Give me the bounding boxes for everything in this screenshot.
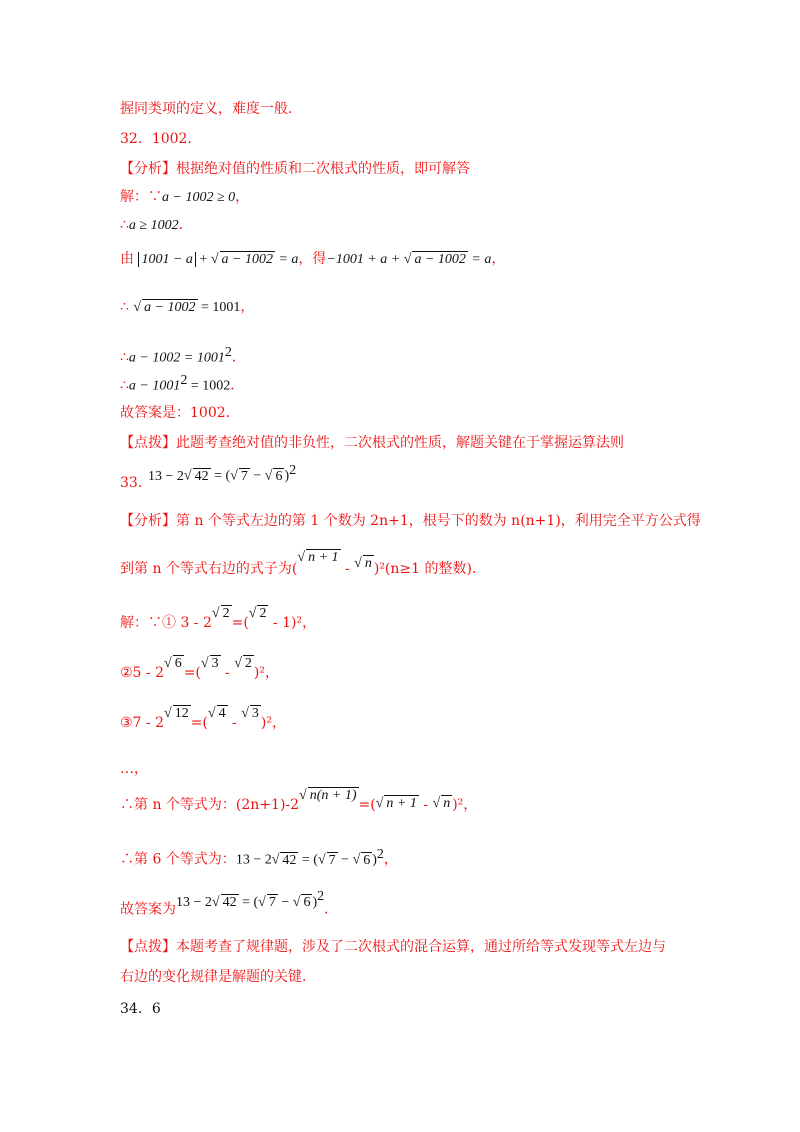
text: = a: [467, 252, 492, 267]
sqrt-icon: √: [258, 894, 266, 910]
exponent: 2: [180, 373, 188, 388]
therefore-symbol: ∴: [120, 299, 129, 315]
text: ③7 - 2: [120, 715, 164, 731]
text: 13 − 2: [235, 852, 272, 868]
solution-line: [120, 606, 317, 633]
analysis-line: [120, 550, 486, 579]
solution-line: [120, 298, 254, 317]
exponent: 2: [289, 463, 297, 478]
therefore-symbol: ∴: [120, 377, 129, 394]
tip-line: 【点拨】本题考查了规律题，涉及了二次根式的混合运算，通过所给等式发现等式左边与: [120, 939, 666, 955]
text: −: [277, 894, 293, 910]
text: ): [312, 894, 318, 910]
text: −: [249, 468, 265, 484]
text: ，: [240, 299, 255, 315]
text: +: [195, 252, 211, 267]
sqrt-icon: √: [271, 852, 280, 868]
text: -: [418, 797, 433, 813]
solution-line: [120, 216, 193, 235]
text: 13 − 2: [148, 468, 184, 484]
text: ．: [230, 377, 245, 394]
radicand: 2: [244, 656, 252, 671]
radicand: 7: [240, 468, 248, 484]
analysis-heading: 【分析】第 n 个等式左边的第 1 个数为 2n+1，根号下的数为 n(n+1)，利用完全平方公式得: [120, 513, 701, 529]
tip-line: 右边的变化规律是解题的关键．: [120, 969, 316, 985]
solution-line: [120, 372, 244, 396]
radicand: 12: [174, 706, 189, 721]
sqrt-icon: √: [352, 852, 361, 868]
text: )²，: [260, 715, 286, 731]
therefore-symbol: ∴: [120, 217, 129, 233]
tip-line: 【点拨】此题考查绝对值的非负性，二次根式的性质，解题关键在于掌握运算法则: [120, 435, 624, 451]
exponent: 2: [224, 345, 232, 360]
radicand: 2: [222, 606, 230, 621]
therefore-symbol: ∴: [120, 349, 129, 366]
sqrt-icon: √: [230, 468, 238, 484]
radicand: 3: [251, 706, 259, 721]
text: ．: [324, 901, 339, 918]
exponent: 2: [376, 847, 384, 862]
solution-line: [120, 188, 249, 207]
text: 由: [120, 251, 134, 267]
text: = 1001: [197, 300, 241, 315]
sqrt-icon: √: [403, 252, 412, 267]
sqrt-icon: √: [317, 852, 326, 868]
sqrt-icon: √: [234, 656, 242, 671]
text: -: [340, 561, 355, 577]
solution-line: [120, 656, 279, 683]
sqrt-icon: √: [210, 252, 219, 267]
radicand: n: [364, 556, 372, 571]
math-expression: a − 1002 = 1001: [128, 350, 225, 366]
radicand: n + 1: [308, 550, 339, 565]
answer-33-number: 33．: [120, 475, 152, 491]
ellipsis-line: …，: [120, 761, 148, 777]
text: 解：∵: [120, 189, 162, 205]
sqrt-icon: √: [211, 606, 220, 621]
radicand: 2: [259, 606, 267, 621]
radicand: 7: [268, 894, 276, 910]
radicand: 6: [275, 468, 283, 484]
text: = (: [238, 894, 259, 910]
sqrt-icon: √: [164, 706, 172, 721]
text: = 1002: [187, 378, 231, 394]
abs-value: 1001 − a: [138, 252, 195, 267]
sqrt-icon: √: [354, 556, 362, 571]
radicand: a − 1002: [144, 300, 196, 315]
radicand: 42: [194, 468, 209, 484]
text: 13 − 2: [176, 894, 212, 910]
radicand: 42: [282, 852, 297, 868]
sqrt-icon: √: [133, 300, 142, 315]
text-line: 握同类项的定义，难度一般．: [120, 101, 302, 117]
text: - 1)²，: [268, 615, 317, 631]
radicand: n + 1: [386, 796, 417, 811]
sqrt-icon: √: [297, 550, 306, 565]
sqrt-icon: √: [211, 894, 220, 910]
sqrt-icon: √: [264, 468, 273, 484]
radicand: 42: [222, 894, 237, 910]
text: ．: [178, 217, 193, 233]
sqrt-icon: √: [299, 788, 307, 803]
text: )²，: [253, 665, 279, 681]
text: ．: [231, 349, 246, 366]
answer-line: [120, 889, 339, 920]
solution-line: [120, 846, 398, 870]
text: ，: [235, 189, 250, 205]
answer-34: 34．6: [120, 1001, 161, 1017]
radicand: 6: [363, 852, 371, 868]
radicand: n(n + 1): [309, 788, 357, 803]
sqrt-icon: √: [292, 894, 301, 910]
math-expression: a ≥ 1002: [128, 218, 179, 233]
math-expression: a − 1001: [128, 378, 181, 394]
text: -: [227, 715, 242, 731]
sqrt-icon: √: [207, 706, 216, 721]
text: ，: [491, 251, 506, 267]
radicand: 6: [303, 894, 311, 910]
radicand: 7: [328, 852, 336, 868]
text: -: [220, 665, 235, 681]
answer-line: 故答案是：1002．: [120, 405, 240, 421]
text: )²，: [452, 797, 478, 813]
text: ): [284, 468, 290, 484]
sqrt-icon: √: [241, 706, 249, 721]
sqrt-icon: √: [248, 606, 257, 621]
radicand: 3: [211, 656, 219, 671]
text: =(: [190, 715, 208, 731]
solution-line: [120, 250, 505, 269]
text: =(: [183, 665, 201, 681]
text: ∴第 n 个等式为：(2n+1)-2: [120, 797, 300, 813]
solution-line: [120, 344, 246, 368]
sqrt-icon: √: [432, 796, 441, 811]
text: ∴第 6 个等式为：: [120, 851, 236, 868]
sqrt-icon: √: [164, 656, 172, 671]
radicand: 4: [218, 706, 226, 721]
exponent: 2: [317, 889, 325, 904]
radicand: a − 1002: [414, 252, 466, 267]
radicand: 6: [174, 656, 182, 671]
text: ②5 - 2: [120, 665, 164, 681]
math-expression: a − 1002 ≥ 0: [162, 190, 236, 205]
text: =(: [231, 615, 249, 631]
text: ，得: [298, 251, 327, 267]
text: = (: [210, 468, 231, 484]
text: −: [337, 852, 353, 868]
sqrt-icon: √: [183, 468, 192, 484]
text: 解：∵① 3 - 2: [120, 615, 212, 631]
text: 故答案为: [120, 901, 176, 918]
solution-line: [120, 788, 478, 815]
sqrt-icon: √: [200, 656, 209, 671]
text: ): [372, 852, 377, 868]
radicand: n: [443, 796, 451, 811]
text: )²(n≥1 的整数)．: [373, 561, 486, 577]
text: = a: [274, 252, 299, 267]
sqrt-icon: √: [375, 796, 384, 811]
math-expression: [138, 252, 298, 267]
analysis-heading: 【分析】根据绝对值的性质和二次根式的性质，即可解答: [120, 161, 470, 177]
answer-32: 32．1002．: [120, 131, 202, 147]
radicand: a − 1002: [221, 252, 273, 267]
text: ，: [383, 851, 398, 868]
solution-line: [120, 706, 286, 733]
math-expression: −1001 + a +: [326, 252, 404, 267]
text: = (: [298, 852, 318, 868]
text: =(: [358, 797, 376, 813]
text: 到第 n 个等式右边的式子为(: [120, 561, 298, 577]
